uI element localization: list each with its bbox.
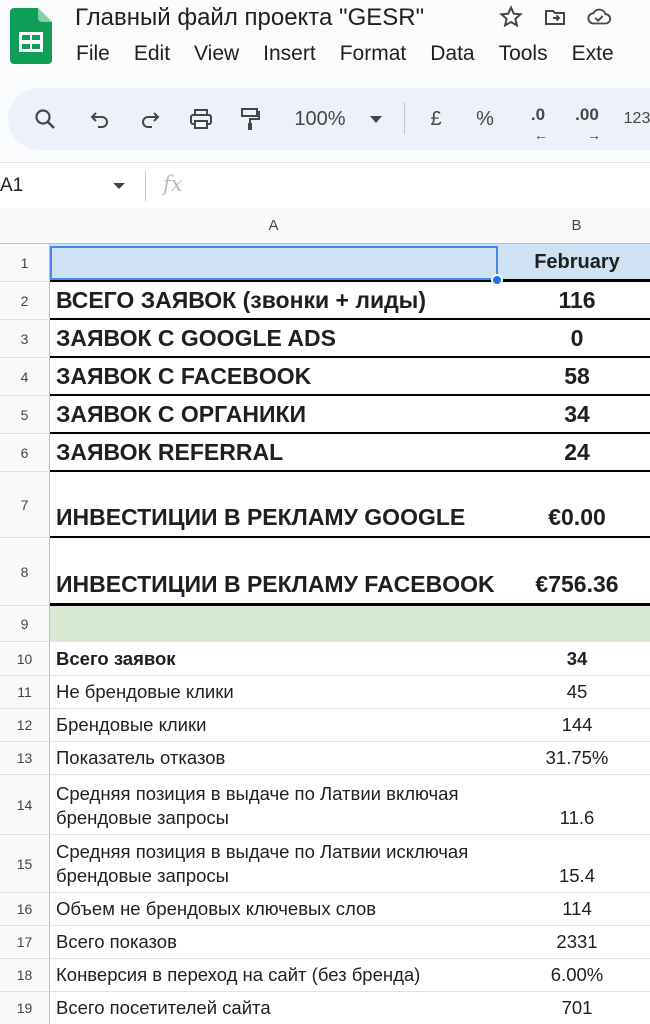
cell-b18[interactable]: 6.00% [497,959,650,992]
cell-a4[interactable]: ЗАЯВОК С FACEBOOK [50,358,498,396]
move-to-folder-icon[interactable] [542,4,568,30]
toolbar-divider [404,102,405,134]
cell-b7[interactable]: €0.00 [497,472,650,538]
search-icon[interactable] [30,88,60,150]
cell-a13[interactable]: Показатель отказов [50,742,498,775]
row-header[interactable]: 16 [0,893,50,926]
cell-b2[interactable]: 116 [497,282,650,320]
menu-data[interactable]: Data [430,42,475,65]
print-icon[interactable] [186,88,216,150]
row-header[interactable]: 18 [0,959,50,992]
cell-b19[interactable]: 701 [497,992,650,1024]
cell-a3[interactable]: ЗАЯВОК С GOOGLE ADS [50,320,498,358]
name-box[interactable]: A1 [0,175,24,196]
cell-a9[interactable] [50,606,498,642]
menu-file[interactable]: File [76,42,110,65]
menu-view[interactable]: View [194,42,240,65]
row-header[interactable]: 17 [0,926,50,959]
row-header[interactable]: 7 [0,472,50,538]
select-all-corner[interactable] [0,208,51,244]
row-header[interactable]: 1 [0,244,50,282]
row-header[interactable]: 19 [0,992,50,1024]
column-header-a[interactable]: A [50,208,498,244]
cell-a2[interactable]: ВСЕГО ЗАЯВОК (звонки + лиды) [50,282,498,320]
zoom-dropdown-icon[interactable] [366,88,386,150]
name-box-dropdown-icon[interactable] [113,183,125,189]
row-header[interactable]: 2 [0,282,50,320]
cell-a19[interactable]: Всего посетителей сайта [50,992,498,1024]
menu-extensions[interactable]: Exte [571,42,614,65]
row-header[interactable]: 13 [0,742,50,775]
cell-a15[interactable]: Средняя позиция в выдаче по Латвии исключая брендовые запросы [50,835,498,893]
menu-tools[interactable]: Tools [498,42,548,65]
cell-b13[interactable]: 31.75% [497,742,650,775]
menu-insert[interactable]: Insert [263,42,316,65]
cell-a7[interactable]: ИНВЕСТИЦИИ В РЕКЛАМУ GOOGLE [50,472,498,538]
cell-b14[interactable]: 11.6 [497,775,650,835]
cell-a6[interactable]: ЗАЯВОК REFERRAL [50,434,498,472]
more-formats-button[interactable]: 123 [623,110,650,127]
row-header[interactable]: 10 [0,642,50,676]
row-header[interactable]: 4 [0,358,50,396]
cloud-status-icon[interactable] [586,4,612,30]
cell-b11[interactable]: 45 [497,676,650,709]
cell-a14[interactable]: Средняя позиция в выдаче по Латвии включая брендовые запросы [50,775,498,835]
spreadsheet-grid[interactable] [0,208,650,1024]
row-header[interactable]: 5 [0,396,50,434]
cell-a17[interactable]: Всего показов [50,926,498,959]
column-header-b[interactable]: B [497,208,650,244]
fill-handle[interactable] [491,274,503,286]
percent-format-button[interactable]: % [476,107,494,130]
row-header[interactable]: 8 [0,538,50,606]
formula-bar [0,162,650,209]
cell-b12[interactable]: 144 [497,709,650,742]
arrow-left-icon: ← [534,127,548,143]
cell-a18[interactable]: Конверсия в переход на сайт (без бренда) [50,959,498,992]
cell-a5[interactable]: ЗАЯВОК С ОРГАНИКИ [50,396,498,434]
selected-cell-a1[interactable] [50,246,498,280]
row-header[interactable]: 15 [0,835,50,893]
cell-a12[interactable]: Брендовые клики [50,709,498,742]
cell-b4[interactable]: 58 [497,358,650,396]
row-header[interactable]: 6 [0,434,50,472]
row-header[interactable]: 11 [0,676,50,709]
cell-b5[interactable]: 34 [497,396,650,434]
decrease-decimal-button[interactable]: .0 [530,105,546,124]
currency-format-button[interactable]: £ [430,107,442,130]
cell-b3[interactable]: 0 [497,320,650,358]
cell-b6[interactable]: 24 [497,434,650,472]
sheets-logo-icon[interactable] [10,8,52,64]
cell-b10[interactable]: 34 [497,642,650,676]
row-header[interactable]: 9 [0,606,50,642]
menu-format[interactable]: Format [339,42,407,65]
cell-a11[interactable]: Не брендовые клики [50,676,498,709]
menu-bar [76,42,638,66]
cell-b1[interactable]: February [497,244,650,282]
cell-b16[interactable]: 114 [497,893,650,926]
undo-icon[interactable] [86,88,114,150]
cell-b15[interactable]: 15.4 [497,835,650,893]
fx-icon: fx [163,172,183,196]
cell-b8[interactable]: €756.36 [497,538,650,606]
cell-a10[interactable]: Всего заявок [50,642,498,676]
cell-a8[interactable]: ИНВЕСТИЦИИ В РЕКЛАМУ FACEBOOK [50,538,498,606]
row-header[interactable]: 12 [0,709,50,742]
cell-b17[interactable]: 2331 [497,926,650,959]
row-header[interactable]: 14 [0,775,50,835]
increase-decimal-button[interactable]: .00 [575,105,599,124]
document-title[interactable]: Главный файл проекта "GESR" [75,4,425,31]
zoom-select[interactable]: 100% [294,107,346,130]
paint-format-icon[interactable] [236,88,264,150]
app-bar [0,0,650,82]
menu-edit[interactable]: Edit [133,42,171,65]
redo-icon[interactable] [136,88,164,150]
star-icon[interactable] [498,4,524,30]
arrow-right-icon: → [587,127,601,143]
formula-bar-divider [145,171,146,201]
row-header[interactable]: 3 [0,320,50,358]
cell-b9[interactable] [497,606,650,642]
cell-a16[interactable]: Объем не брендовых ключевых слов [50,893,498,926]
